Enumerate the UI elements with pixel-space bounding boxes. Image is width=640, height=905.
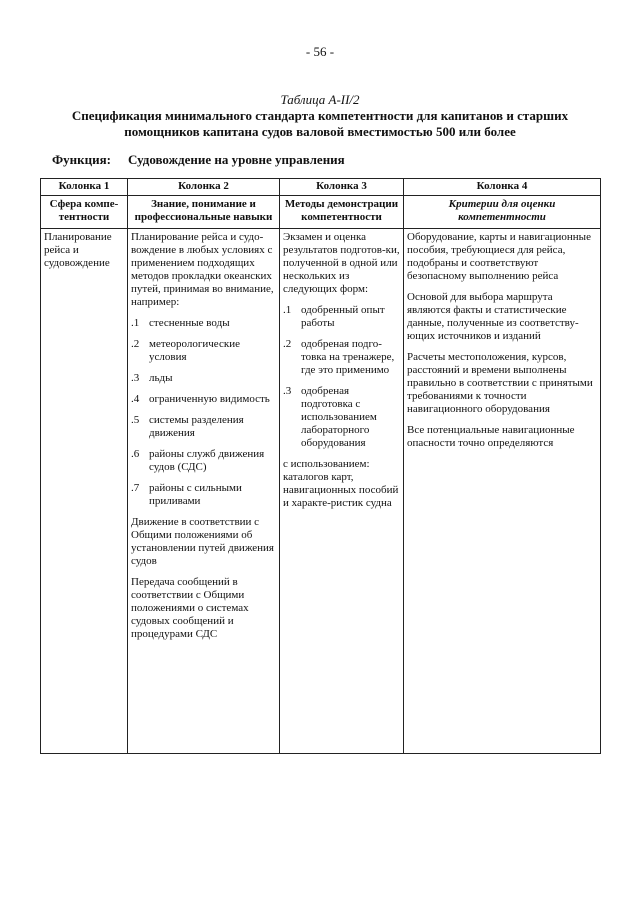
list-item: .3 льды (131, 372, 173, 384)
column-header-2: Колонка 2 (128, 179, 280, 196)
column-number-row (41, 179, 601, 196)
column-title-row (41, 196, 601, 229)
criteria-paragraph-2: Основой для выбора маршрута являются факты и статистические данные, полученные из соответству-ющих источников и изданий (407, 291, 579, 342)
page-number: - 56 - (305, 44, 335, 59)
competence-table (40, 178, 601, 754)
list-item: .1 одобренный опыт работы (283, 304, 385, 329)
reporting-paragraph: Передача сообщений в соответствии с Общими положениями о системах судовых сообщений и процедурами СДС (131, 576, 249, 640)
list-item: .1 стесненные воды (131, 317, 230, 329)
methods-cell (280, 229, 404, 754)
subheader-knowledge: Знание, понимание и профессиональные навыки (128, 196, 280, 229)
table-title: Таблица A-II/2 (280, 92, 360, 107)
list-item: .6 районы служб движения судов (СДС) (131, 448, 265, 473)
routeing-paragraph: Движение в соответствии с Общими положениями об установлении путей движения судов (131, 516, 274, 567)
table-row (41, 229, 601, 754)
competence-cell (41, 229, 128, 754)
methods-intro: Экзамен и оценка результатов подготов-ки, полученной в одной или нескольких из следующих форм: (283, 231, 400, 295)
list-item: .2 одобреная подго-товка на тренажере, где это применимо (283, 338, 395, 376)
criteria-paragraph-4: Все потенциальные навигационные опасности точно определяются (407, 424, 575, 449)
column-header-4: Колонка 4 (404, 179, 601, 196)
list-item: .2 метеорологические условия (131, 338, 240, 363)
list-item: .3 одобреная подготовка с использованием лабораторного оборудования (283, 385, 377, 449)
knowledge-intro: Планирование рейса и судо-вождение в любых условиях с применением подходящих методов прокладки океанских путей, принимая во внимание, например: (131, 231, 274, 308)
methods-outro: с использованием: каталогов карт, навигационных пособий и характе-ристик судна (283, 458, 399, 509)
criteria-paragraph-3: Расчеты местоположения, курсов, расстояний и времени выполнены правильно в соответствии с принятыми требованиями к точности навигационного оборудования (407, 351, 593, 415)
function-label: Функция: (52, 152, 111, 167)
list-item: .4 ограниченную видимость (131, 393, 270, 405)
column-header-1: Колонка 1 (41, 179, 128, 196)
subheader-methods: Методы демонстрации компетентности (280, 196, 404, 229)
heading-line-2: помощников капитана судов валовой вместимостью 500 или более (124, 124, 516, 139)
list-item: .5 системы разделения движения (131, 414, 244, 439)
subheader-criteria: Критерии для оценки компетентности (404, 196, 601, 229)
function-row (52, 152, 345, 168)
subheader-competence: Сфера компе-тентности (41, 196, 128, 229)
list-item: .7 районы с сильными приливами (131, 482, 242, 507)
competence-text: Планирование рейса и судовождение (44, 231, 112, 269)
knowledge-cell (128, 229, 280, 754)
function-value: Судовождение на уровне управления (128, 152, 345, 167)
criteria-paragraph-1: Оборудование, карты и навигационные пособия, требующиеся для рейса, подобраны и соответствуют безопасному выполнению рейса (407, 231, 591, 282)
criteria-cell (404, 229, 601, 754)
column-header-3: Колонка 3 (280, 179, 404, 196)
heading-line-1: Спецификация минимального стандарта компетентности для капитанов и старших (71, 108, 569, 123)
spec-heading (30, 108, 610, 140)
